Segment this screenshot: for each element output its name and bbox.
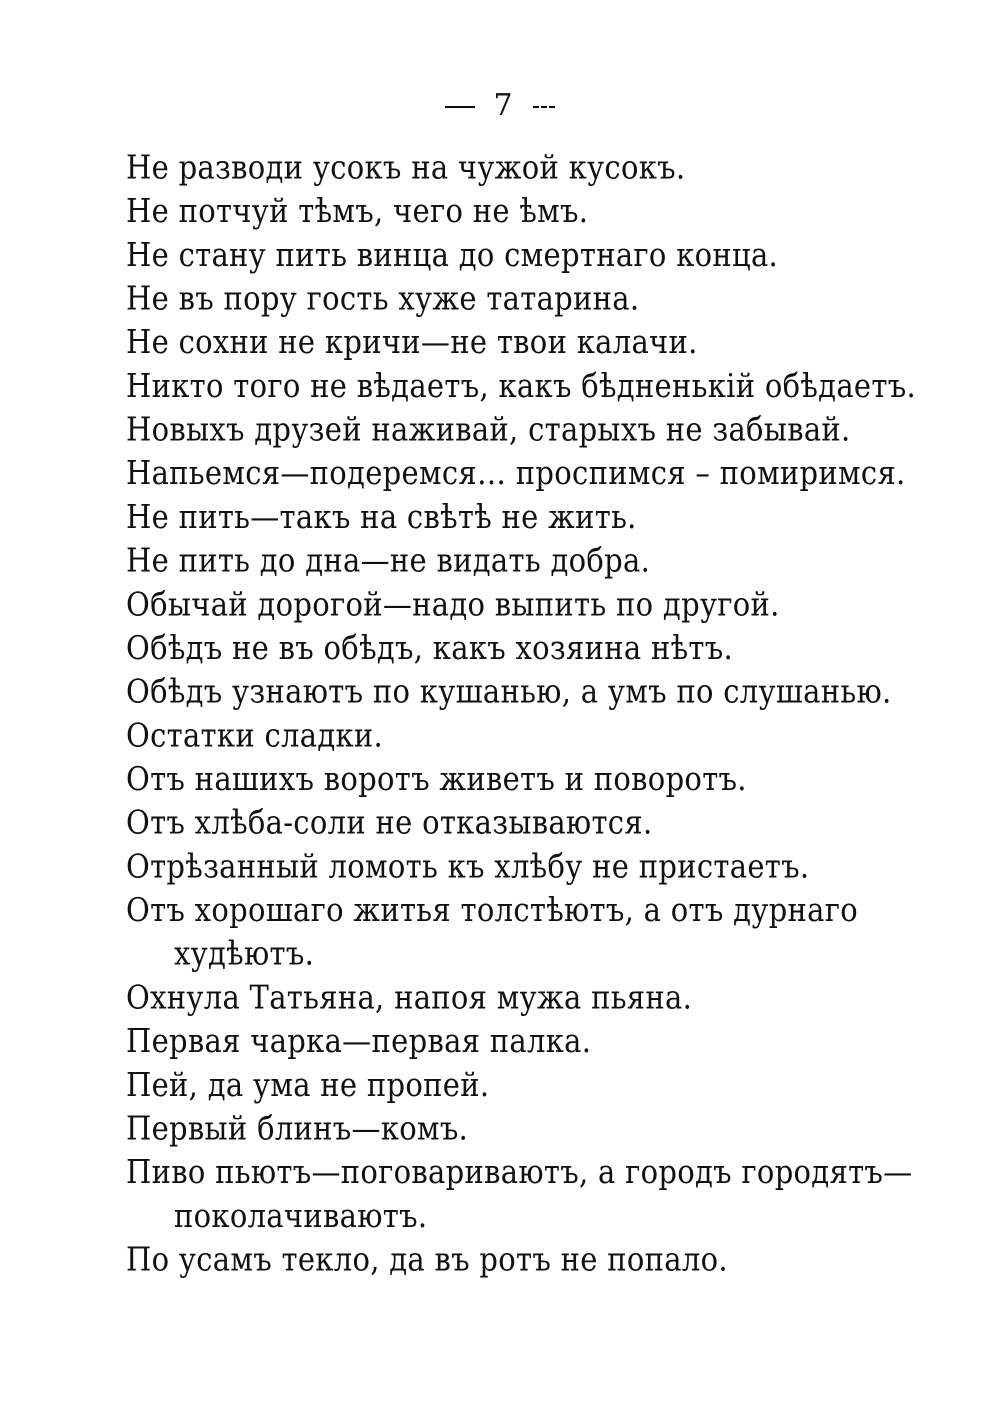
proverb-line: Первый блинъ—комъ. — [126, 1109, 469, 1148]
proverb-line: Пиво пьютъ—поговариваютъ, а городъ городятъ— — [126, 1152, 913, 1191]
header-dash-left — [445, 106, 475, 108]
proverb-line: Не пить—такъ на свѣтѣ не жить. — [126, 497, 637, 536]
proverb-line: Обычай дорогой—надо выпить по другой. — [126, 585, 780, 624]
proverb-line: По усамъ текло, да въ ротъ не попало. — [126, 1240, 728, 1279]
proverb-line: Не пить до дна—не видать добра. — [126, 541, 651, 580]
proverb-line: Не сохни не кричи—не твои калачи. — [126, 322, 698, 362]
proverb-list — [126, 146, 926, 1282]
proverb-line: Охнула Татьяна, напоя мужа пьяна. — [126, 978, 693, 1017]
page-number: 7 — [493, 88, 515, 123]
proverb-line-continuation: поколачиваютъ. — [174, 1196, 428, 1235]
proverb-line: Не стану пить винца до смертнаго конца. — [126, 235, 779, 274]
proverb-line: Остатки сладки. — [126, 716, 384, 755]
page-header — [0, 88, 1000, 124]
proverb-line: Новыхъ друзей наживай, старыхъ не забывай. — [126, 410, 851, 449]
proverb-line: Отъ хорошаго житья толстѣютъ, а отъ дурнаго — [126, 890, 859, 929]
proverb-line: Никто того не вѣдаетъ, какъ бѣдненькій обѣдаетъ. — [126, 366, 916, 405]
proverb-line: Обѣдъ не въ обѣдъ, какъ хозяина нѣтъ. — [126, 628, 734, 667]
proverb-line: Отъ нашихъ воротъ живетъ и поворотъ. — [126, 759, 747, 798]
proverb-line: Отрѣзанный ломоть къ хлѣбу не пристаетъ. — [126, 847, 810, 886]
proverb-line: Не разводи усокъ на чужой кусокъ. — [126, 148, 686, 187]
proverb-line: Не потчуй тѣмъ, чего не ѣмъ. — [126, 191, 589, 230]
proverb-line: Отъ хлѣба-соли не отказываются. — [126, 803, 653, 842]
proverb-line: Первая чарка—первая палка. — [126, 1021, 592, 1060]
header-dash-right — [533, 106, 555, 108]
proverb-line: Не въ пору гость хуже татарина. — [126, 279, 640, 318]
proverb-line: Обѣдъ узнаютъ по кушанью, а умъ по слушанью. — [126, 672, 892, 711]
proverb-line: Напьемся—подеремся… проспимся – помиримся. — [126, 454, 906, 493]
proverb-line-continuation: худѣютъ. — [174, 934, 315, 973]
proverb-line: Пей, да ума не пропей. — [126, 1065, 490, 1104]
